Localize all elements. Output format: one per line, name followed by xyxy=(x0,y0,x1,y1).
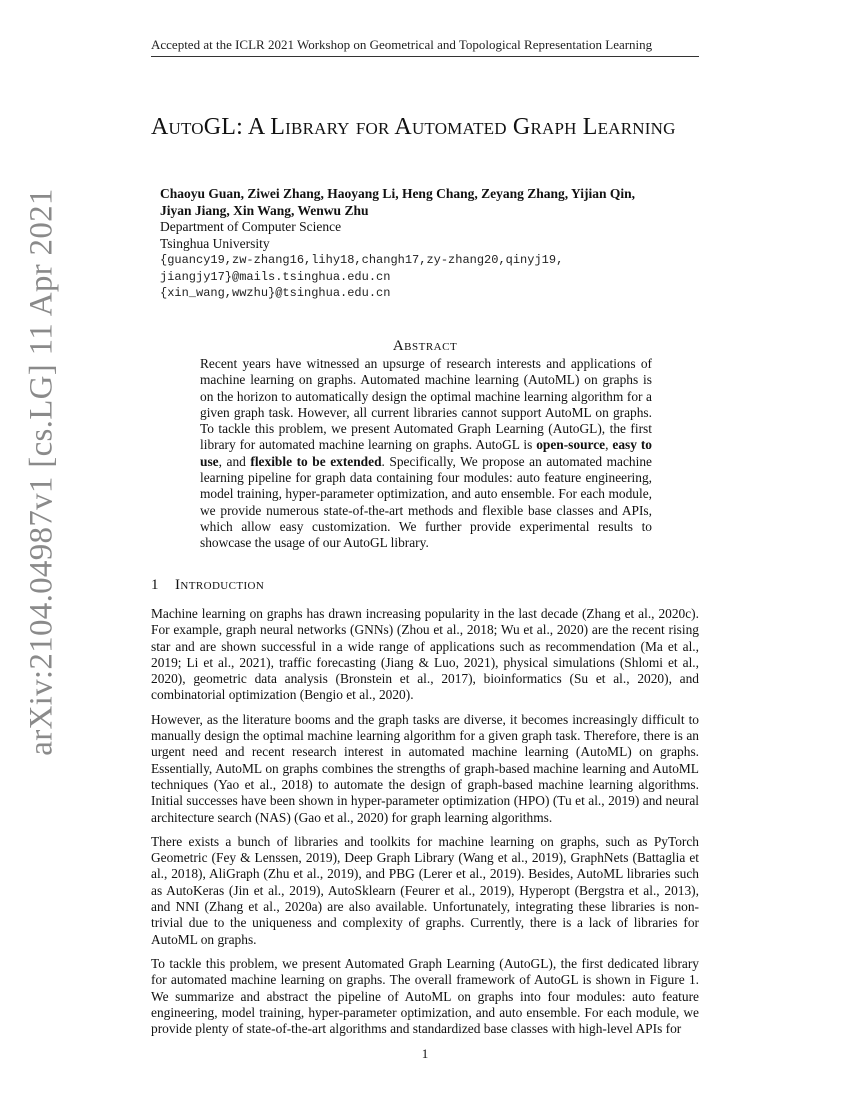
author-line-1: Chaoyu Guan, Ziwei Zhang, Haoyang Li, Heng Chang, Zeyang Zhang, Yijian Qin, xyxy=(160,186,635,201)
abstract-sep-1: , xyxy=(605,437,613,453)
paper-title: AutoGL: A Library for Automated Graph Learning xyxy=(151,114,676,140)
abstract-text xyxy=(200,356,652,552)
section-heading-introduction xyxy=(151,577,264,594)
abstract-sep-2: , and xyxy=(218,453,251,469)
email-line-3: {xin_wang,wwzhu}@tsinghua.edu.cn xyxy=(160,286,391,300)
author-line-2: Jiyan Jiang, Xin Wang, Wenwu Zhu xyxy=(160,202,369,218)
arxiv-identifier: arXiv:2104.04987v1 [cs.LG] 11 Apr 2021 xyxy=(23,188,60,756)
abstract-bold-open-source: open-source xyxy=(536,437,606,453)
paragraph: Machine learning on graphs has drawn increasing popularity in the last decade (Zhang et al., 2020c). For example, graph neural networks (GNNs) (Zhou et al., 2018; Wu et al., 2020) are the recent rising star and are shown successful in a wide range of applications such as recommendation (Ma et al., 2019; Li et al., 2021), traffic forecasting (Jiang & Luo, 2021), physical simulations (Shlomi et al., 2020), geometric data analysis (Bronstein et al., 2017), bioinformatics (Su et al., 2020), and combinatorial optimization (Bengio et al., 2020). xyxy=(151,606,699,703)
abstract-bold-flexible: flexible to be extended xyxy=(250,453,382,469)
running-header: Accepted at the ICLR 2021 Workshop on Geometrical and Topological Representation Learning xyxy=(151,37,653,52)
email-line-1: {guancy19,zw-zhang16,lihy18,changh17,zy-zhang20,qinyj19, xyxy=(160,253,564,267)
abstract-bold-easy-to-use: easy to use xyxy=(200,437,652,469)
abstract-part-1: Recent years have witnessed an upsurge of research interests and applications of machine learning on graphs. Automated machine learning (AutoML) on graphs is on the horizon to automatically design the optimal machine learning algorithm for a given graph task. However, all current libraries cannot support AutoML on graphs. To tackle this problem, we present Automated Graph Learning (AutoGL), the first library for automated machine learning on graphs. AutoGL is xyxy=(200,356,652,453)
paragraph: There exists a bunch of libraries and toolkits for machine learning on graphs, such as PyTorch Geometric (Fey & Lenssen, 2019), Deep Graph Library (Wang et al., 2019), GraphNets (Battaglia et al., 2018), AliGraph (Zhu et al., 2019), and PBG (Lerer et al., 2019). Besides, AutoML libraries such as AutoKeras (Jin et al., 2019), AutoSklearn (Feurer et al., 2019), Hyperopt (Bergstra et al., 2013), and NNI (Zhang et al., 2020a) are also available. Unfortunately, integrating these libraries is non-trivial due to the uniqueness and complexity of graphs. Currently, there is a lack of libraries for AutoML on graphs. xyxy=(151,833,699,947)
page-number: 1 xyxy=(421,1046,429,1061)
affiliation-university: Tsinghua University xyxy=(160,235,270,251)
section-number: 1 xyxy=(151,577,159,593)
email-line-2: jiangjy17}@mails.tsinghua.edu.cn xyxy=(160,269,391,284)
affiliation-department: Department of Computer Science xyxy=(160,219,342,234)
introduction-body xyxy=(151,606,699,1045)
author-list xyxy=(160,186,700,219)
paragraph: However, as the literature booms and the graph tasks are diverse, it becomes increasingly difficult to manually design the optimal machine learning algorithm for a given graph task. Therefore, there is an urgent need and recent research interest in automated machine learning (AutoML) on graphs. Essentially, AutoML on graphs combines the strengths of graph-based machine learning and AutoML techniques (Yao et al., 2018) to automate the design of graph-based machine learning algorithms. Initial successes have been shown in hyper-parameter optimization (HPO) (Tu et al., 2019) and neural architecture search (NAS) (Gao et al., 2020) for graph learning algorithms. xyxy=(151,711,699,825)
header-rule xyxy=(151,56,699,57)
paragraph: To tackle this problem, we present Automated Graph Learning (AutoGL), the first dedicated library for automated machine learning on graphs. The overall framework of AutoGL is shown in Figure 1. We summarize and abstract the pipeline of AutoML on graphs into four modules: auto feature engineering, model training, hyper-parameter optimization, and auto ensemble. For each module, we provide plenty of state-of-the-art algorithms and standardized base classes with high-level APIs for xyxy=(151,955,699,1037)
section-title: Introduction xyxy=(175,577,265,593)
abstract-part-2: . Specifically, We propose an automated machine learning pipeline for graph data containing four modules: auto feature engineering, model training, hyper-parameter optimization, and auto ensemble. For each module, we provide numerous state-of-the-art methods and flexible base classes and APIs, which allow easy customization. We further provide experimental results to showcase the usage of our AutoGL library. xyxy=(200,453,652,551)
abstract-heading: Abstract xyxy=(392,338,458,354)
